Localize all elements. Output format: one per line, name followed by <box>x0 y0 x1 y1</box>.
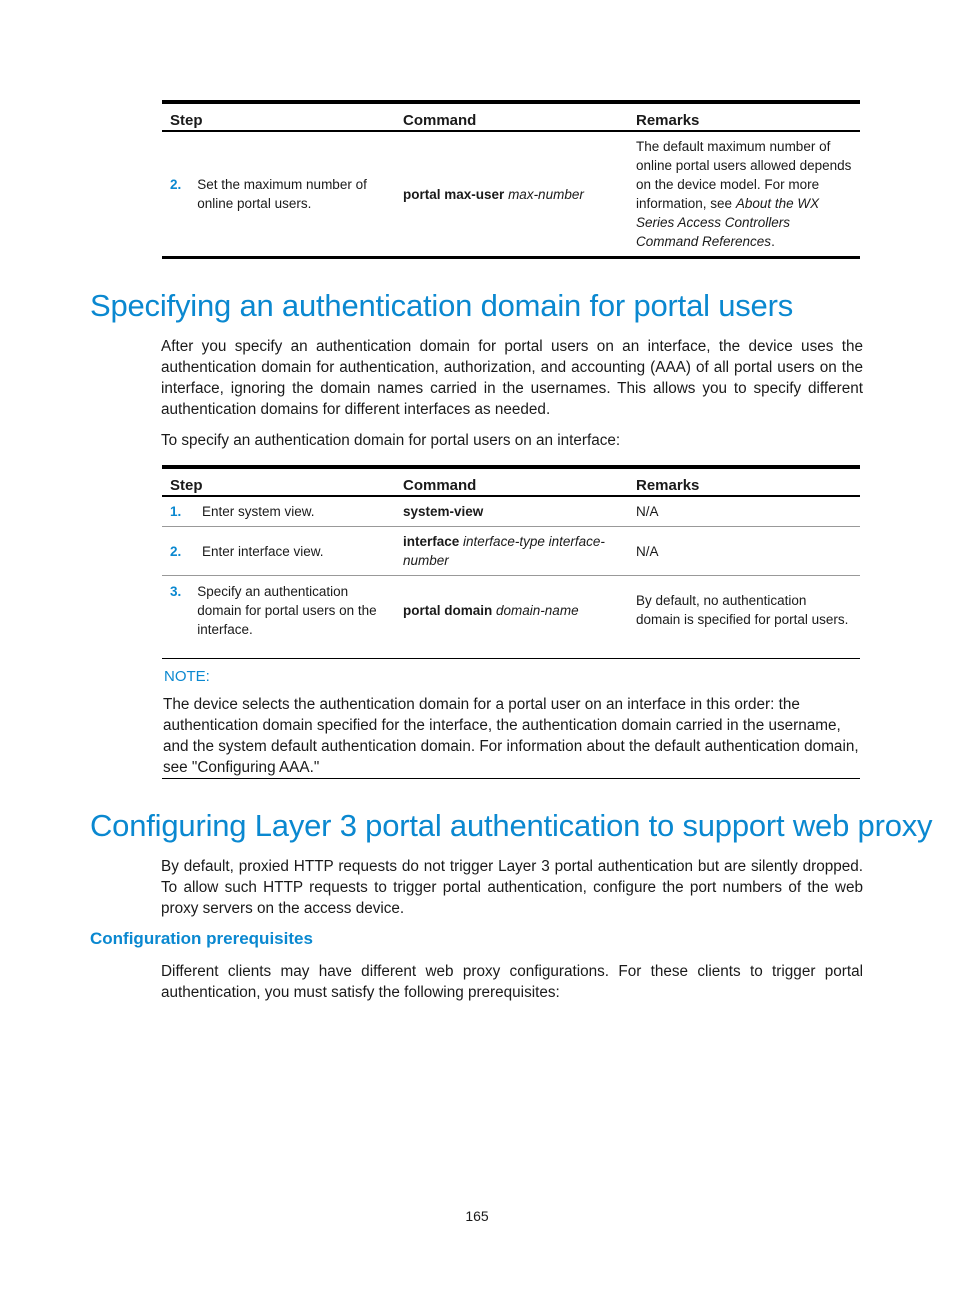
command-argument: domain-name <box>496 602 579 618</box>
remarks-end: . <box>771 234 775 249</box>
step-text: Enter interface view. <box>202 543 324 559</box>
table-row <box>162 576 860 645</box>
step-header: Step <box>162 102 395 131</box>
command-keyword: interface <box>403 534 460 549</box>
table-row <box>162 496 860 527</box>
subheading-prerequisites: Configuration prerequisites <box>90 929 313 948</box>
remarks-text: By default, no authentication domain is specified for portal users. <box>636 593 849 627</box>
command-keyword: portal domain <box>403 602 493 618</box>
step-number: 2. <box>170 543 182 559</box>
section-heading-auth-domain: Specifying an authentication domain for portal users <box>90 288 794 323</box>
step-number: 3. <box>170 583 182 599</box>
remarks-header: Remarks <box>628 467 860 496</box>
body-paragraph: Different clients may have different web proxy configurations. For these clients to trigger portal authentication, you must satisfy the following prerequisites: <box>161 963 863 1001</box>
remarks-text: The default maximum number of online portal users allowed depends on the device model. For more information, see <box>636 139 852 211</box>
remarks-header: Remarks <box>628 102 860 131</box>
step-text: Enter system view. <box>202 504 315 519</box>
step-text: Set the maximum number of online portal users. <box>197 177 367 211</box>
note-text: The device selects the authentication domain for a portal user on an interface in this order: the authentication domain specified for the interface, the authentication domain carried in the username, and the system default authentication domain. For information about the default authentication domain, see "Configuring AAA." <box>163 696 859 776</box>
max-user-table <box>162 100 860 259</box>
command-argument: interface-type interface-number <box>403 534 605 568</box>
remarks-text: N/A <box>628 527 860 576</box>
step-header: Step <box>162 467 395 496</box>
step-number: 1. <box>170 504 182 519</box>
body-paragraph: By default, proxied HTTP requests do not trigger Layer 3 portal authentication but are silently dropped. To allow such HTTP requests to trigger portal authentication, configure the port numbers of the web proxy servers on the access device. <box>161 858 863 917</box>
table-row <box>162 527 860 576</box>
remarks-text: N/A <box>628 496 860 527</box>
page-number: 165 <box>465 1208 489 1224</box>
body-paragraph: After you specify an authentication domain for portal users on an interface, the device uses the authentication domain for authentication, authorization, and accounting (AAA) of all portal users on the interface, ignoring the domain names carried in the usernames. This allows you to specify different authentication domains for different interfaces as needed. <box>161 338 863 418</box>
table-row <box>162 131 860 258</box>
note-label: NOTE: <box>164 668 210 685</box>
remarks-reference: About the WX Series Access Controllers Command References <box>636 196 820 249</box>
command-header: Command <box>395 102 628 131</box>
command-keyword: system-view <box>403 504 484 519</box>
note-box <box>162 658 860 779</box>
step-text: Specify an authentication domain for portal users on the interface. <box>197 583 377 637</box>
body-paragraph: To specify an authentication domain for portal users on an interface: <box>161 432 621 449</box>
command-argument: max-number <box>508 186 584 202</box>
command-keyword: portal max-user <box>403 186 505 202</box>
step-number: 2. <box>170 177 182 192</box>
command-header: Command <box>395 467 628 496</box>
section-heading-web-proxy: Configuring Layer 3 portal authentication to support web proxy <box>90 808 933 843</box>
auth-domain-table <box>162 465 860 644</box>
